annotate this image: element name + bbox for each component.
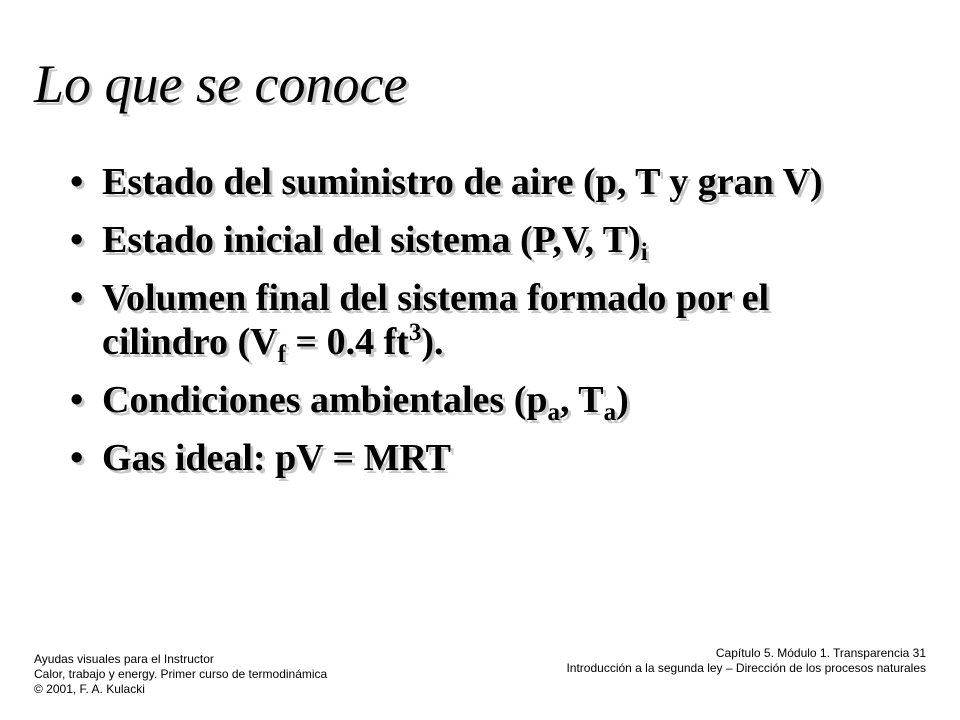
slide-title: Lo que se conoce	[34, 54, 408, 114]
bullet-marker: •	[70, 437, 84, 479]
bullet-text-middle: , T	[559, 379, 604, 421]
footer-line: Introducción a la segunda ley – Dirección de los procesos naturales	[566, 661, 926, 675]
bullet-text-end: ).	[421, 321, 444, 363]
bullet-item	[70, 436, 890, 480]
bullet-marker: •	[70, 219, 84, 261]
subscript: a	[547, 399, 560, 426]
bullet-marker: •	[70, 379, 84, 421]
bullet-text: Gas ideal: pV = MRT	[102, 437, 451, 479]
bullet-text-end: )	[616, 379, 629, 421]
subscript: a	[603, 399, 617, 426]
bullet-marker: •	[70, 277, 84, 319]
bullet-item	[70, 378, 890, 426]
bullet-text: Condiciones ambientales (p	[102, 379, 548, 421]
footer-left	[34, 652, 327, 697]
bullet-text: Estado del suministro de aire (p, T y gran V)	[102, 161, 823, 203]
footer-line: Ayudas visuales para el Instructor	[34, 652, 214, 666]
bullet-marker: •	[70, 161, 84, 203]
bullet-text-middle: = 0.4 ft	[285, 321, 409, 363]
bullet-item	[70, 276, 890, 368]
bullet-text: Estado inicial del sistema (P,V, T)	[102, 219, 641, 261]
subscript: f	[277, 341, 286, 368]
superscript: 3	[408, 319, 422, 346]
bullet-text: Volumen final del sistema formado por el cilindro (V	[102, 277, 770, 363]
bullet-list	[70, 160, 890, 480]
footer-right	[566, 646, 926, 676]
footer-line: © 2001, F. A. Kulacki	[34, 682, 145, 696]
footer-line: Calor, trabajo y energy. Primer curso de termodinámica	[34, 667, 328, 681]
bullet-item	[70, 160, 890, 204]
footer-line: Capítulo 5. Módulo 1. Transparencia 31	[715, 646, 926, 660]
bullet-item	[70, 218, 890, 266]
subscript: i	[640, 239, 648, 266]
